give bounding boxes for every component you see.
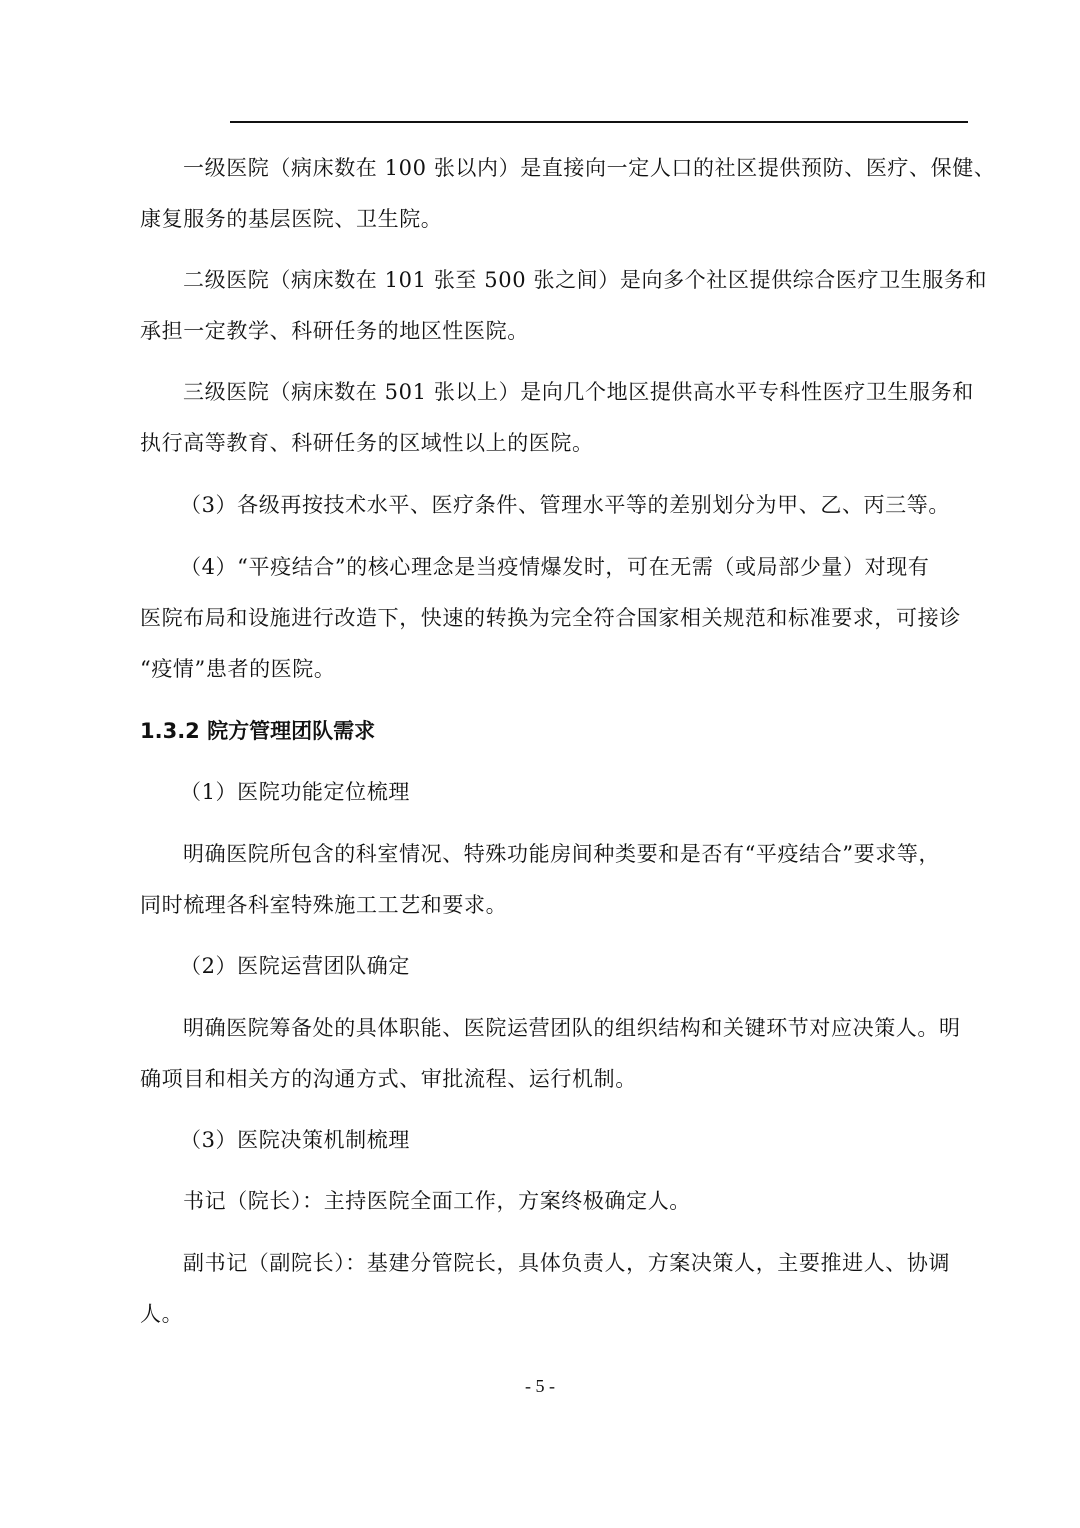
paragraph-line: 康复服务的基层医院、卫生院。 [140,207,443,231]
subheading: （1）医院功能定位梳理 [180,780,410,804]
paragraph-line: “疫情”患者的医院。 [140,657,336,681]
paragraph-line: （4）“平疫结合”的核心理念是当疫情爆发时，可在无需（或局部少量）对现有 [180,555,930,579]
paragraph-line: 书记（院长）：主持医院全面工作，方案终极确定人。 [183,1189,691,1213]
paragraph-line: 执行高等教育、科研任务的区域性以上的医院。 [140,431,594,455]
paragraph-line: 三级医院（病床数在 501 张以上）是向几个地区提供高水平专科性医疗卫生服务和 [183,380,974,404]
section-heading: 1.3.2 院方管理团队需求 [140,719,376,743]
paragraph-line: 确项目和相关方的沟通方式、审批流程、运行机制。 [140,1067,637,1091]
paragraph-line: 二级医院（病床数在 101 张至 500 张之间）是向多个社区提供综合医疗卫生服务和 [183,268,988,292]
paragraph-line: （3）各级再按技术水平、医疗条件、管理水平等的差别划分为甲、乙、丙三等。 [180,493,950,517]
paragraph-line: 明确医院所包含的科室情况、特殊功能房间种类要和是否有“平疫结合”要求等， [183,842,941,866]
subheading: （2）医院运营团队确定 [180,954,410,978]
page-number: - 5 - [525,1376,555,1396]
paragraph-line: 副书记（副院长）：基建分管院长，具体负责人，方案决策人，主要推进人、协调 [183,1251,951,1275]
subheading: （3）医院决策机制梳理 [180,1128,410,1152]
paragraph-line: 承担一定教学、科研任务的地区性医院。 [140,319,529,343]
paragraph-line: 同时梳理各科室特殊施工工艺和要求。 [140,893,508,917]
paragraph-line: 人。 [140,1302,184,1326]
header-rule [230,121,968,123]
paragraph-line: 医院布局和设施进行改造下，快速的转换为完全符合国家相关规范和标准要求，可接诊 [140,606,961,630]
paragraph-line: 明确医院筹备处的具体职能、医院运营团队的组织结构和关键环节对应决策人。明 [183,1016,961,1040]
paragraph-line: 一级医院（病床数在 100 张以内）是直接向一定人口的社区提供预防、医疗、保健、 [183,156,996,180]
